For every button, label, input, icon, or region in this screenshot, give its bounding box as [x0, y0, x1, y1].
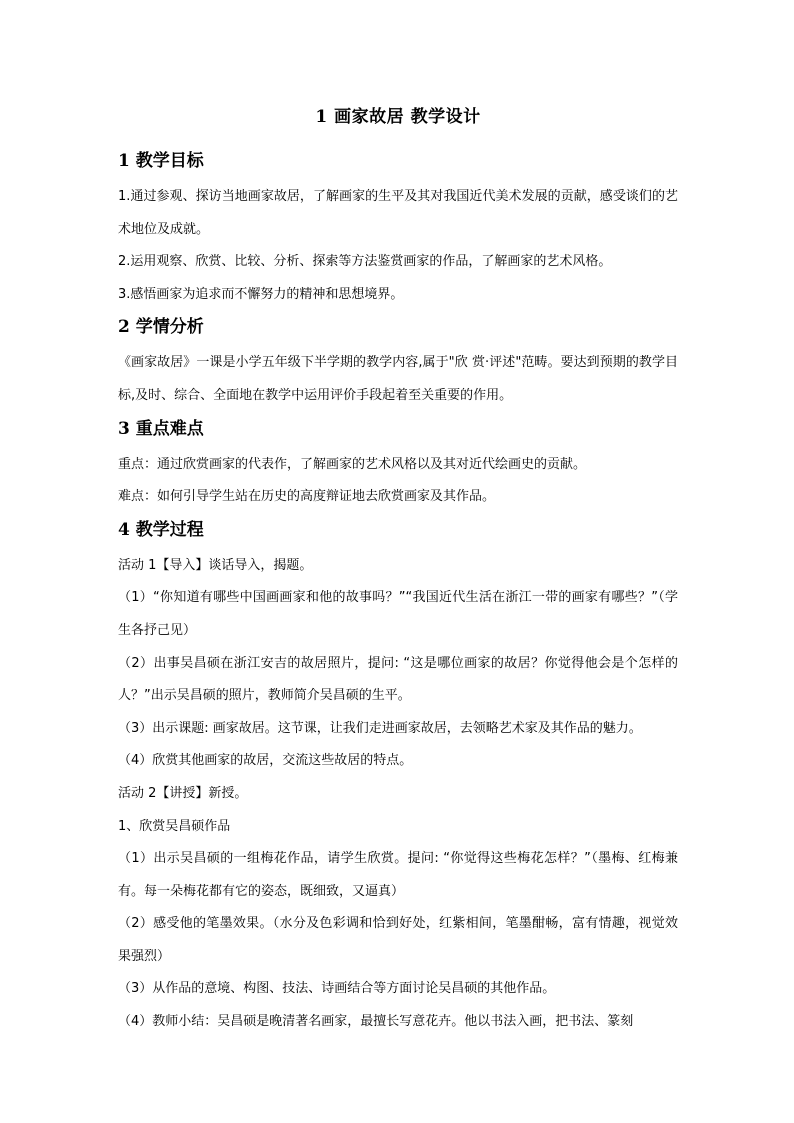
section-student-analysis: [118, 315, 678, 412]
section-heading: 4 教学过程: [118, 519, 204, 540]
paragraph: （3）出示课题: 画家故居。这节课，让我们走进画家故居，去领略艺术家及其作品的魅力。: [118, 720, 642, 736]
paragraph: （2）感受他的笔墨效果。（水分及色彩调和恰到好处，红紫相间，笔墨酣畅，富有情趣，视觉效果强烈）: [118, 916, 678, 964]
paragraph: 《画家故居》一课是小学五年级下半学期的教学内容,属于"欣 赏·评述"范畴。要达到预期的教学目标,及时、综合、全面地在教学中运用评价手段起着至关重要的作用。: [118, 355, 678, 403]
paragraph: （4）教师小结：吴昌硕是晚清著名画家，最擅长写意花卉。他以书法入画，把书法、篆刻: [118, 1014, 634, 1030]
document-page: [118, 104, 678, 1043]
paragraph: 难点：如何引导学生站在历史的高度辩证地去欣赏画家及其作品。: [118, 489, 496, 505]
paragraph: （1）“你知道有哪些中国画画家和他的故事吗？”“我国近代生活在浙江一带的画家有哪些？”（学生各抒己见）: [118, 590, 678, 638]
section-heading: 2 学情分析: [118, 317, 204, 338]
section-teaching-goals: [118, 149, 678, 311]
document-title: 1 画家故居 教学设计: [315, 107, 481, 127]
paragraph: 3.感悟画家为追求而不懈努力的精神和思想境界。: [118, 286, 404, 302]
paragraph: 活动 1【导入】谈话导入，揭题。: [118, 557, 313, 573]
paragraph: （4）欣赏其他画家的故居，交流这些故居的特点。: [118, 753, 413, 769]
section-key-points: [118, 417, 678, 514]
paragraph: （3）从作品的意境、构图、技法、诗画结合等方面讨论吴昌硕的其他作品。: [118, 981, 556, 997]
section-teaching-process: [118, 518, 678, 1039]
paragraph: 重点：通过欣赏画家的代表作，了解画家的艺术风格以及其对近代绘画史的贡献。: [118, 456, 587, 472]
paragraph: （1）出示吴昌硕的一组梅花作品，请学生欣赏。提问: “你觉得这些梅花怎样？”（墨梅、红梅兼有。每一朵梅花都有它的姿态，既细致，又逼真）: [118, 851, 678, 899]
paragraph: 活动 2【讲授】新授。: [118, 785, 248, 801]
section-heading: 1 教学目标: [118, 151, 204, 171]
paragraph: 1.通过参观、探访当地画家故居，了解画家的生平及其对我国近代美术发展的贡献，感受谈们的艺术地位及成就。: [118, 189, 678, 237]
paragraph: 2.运用观察、欣赏、比较、分析、探索等方法鉴赏画家的作品，了解画家的艺术风格。: [118, 254, 612, 270]
paragraph: 1、欣赏吴昌硕作品: [118, 818, 231, 834]
section-heading: 3 重点难点: [118, 418, 204, 439]
paragraph: （2）出事吴昌硕在浙江安吉的故居照片，提问: “这是哪位画家的故居？你觉得他会是个怎样的人？”出示吴昌硕的照片，教师简介吴昌硕的生平。: [118, 655, 678, 704]
